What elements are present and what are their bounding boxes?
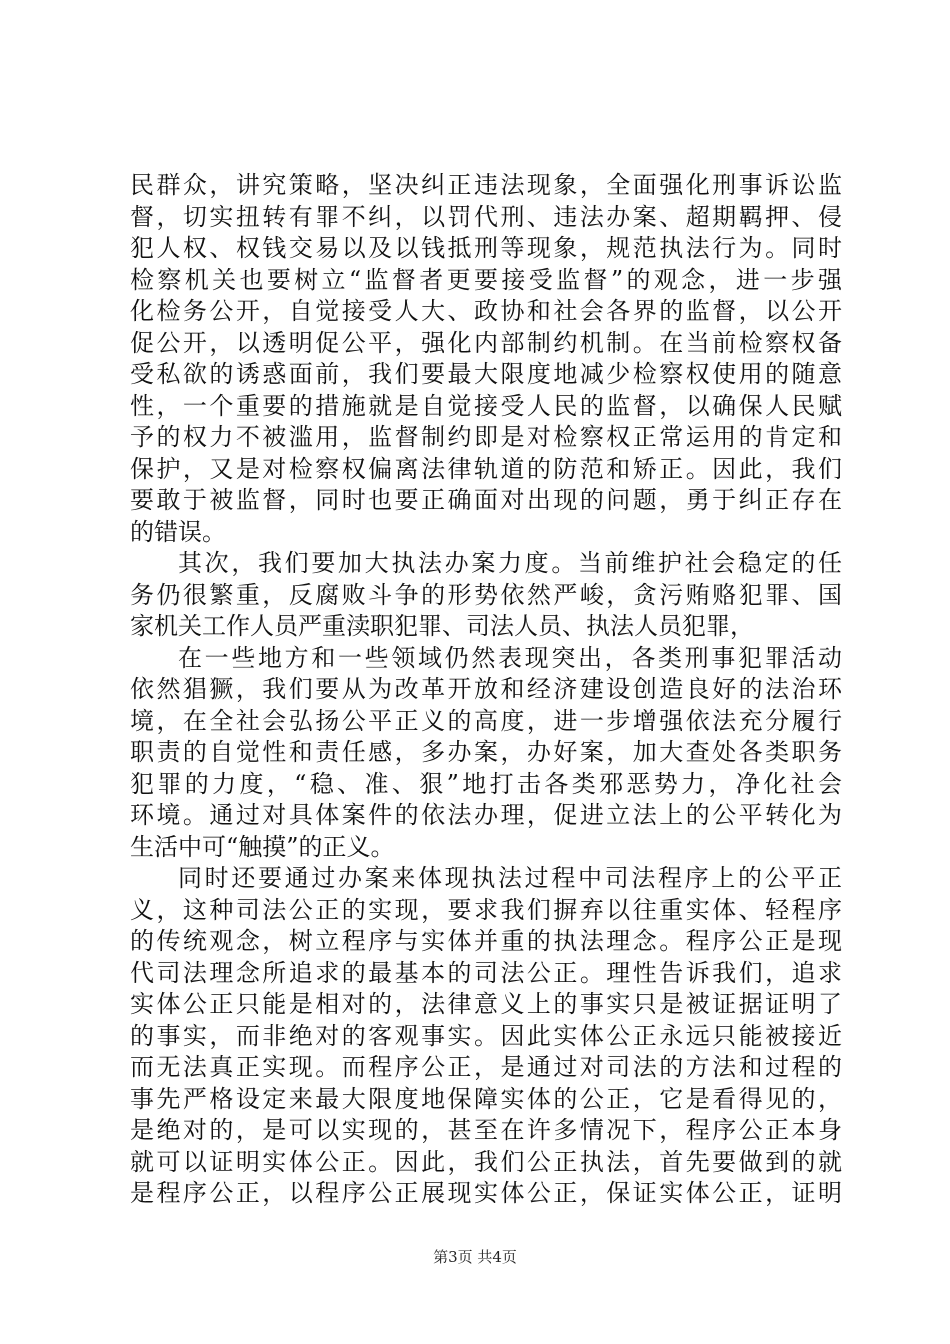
text-line: 促公开，以透明促公平，强化内部制约机制。在当前检察权备 xyxy=(130,328,842,357)
text-line: 性，一个重要的措施就是自觉接受人民的监督，以确保人民赋 xyxy=(130,391,842,420)
text-line: 家机关工作人员严重渎职犯罪、司法人员、执法人员犯罪， xyxy=(130,612,754,640)
text-line: 检察机关也要树立“监督者更要接受监督”的观念，进一步强 xyxy=(130,265,842,294)
text-line: 化检务公开，自觉接受人大、政协和社会各界的监督，以公开 xyxy=(130,297,842,325)
text-line: 依然猖獗，我们要从为改革开放和经济建设创造良好的法治环 xyxy=(130,675,842,703)
text-line: 生活中可“触摸”的正义。 xyxy=(130,832,395,861)
text-line: 事先严格设定来最大限度地保障实体的公正，它是看得见的， xyxy=(130,1084,842,1113)
text-line: 义，这种司法公正的实现，要求我们摒弃以往重实体、轻程序 xyxy=(130,895,842,924)
text-line: 是程序公正，以程序公正展现实体公正，保证实体公正，证明 xyxy=(130,1179,842,1207)
paragraph-first-line: 同时还要通过办案来体现执法过程中司法程序上的公平正 xyxy=(178,864,842,892)
text-line: 就可以证明实体公正。因此，我们公正执法，首先要做到的就 xyxy=(130,1147,842,1176)
text-line: 代司法理念所追求的最基本的司法公正。理性告诉我们，追求 xyxy=(130,958,842,987)
paragraph-first-line: 在一些地方和一些领域仍然表现突出，各类刑事犯罪活动 xyxy=(178,643,842,672)
text-line: 的传统观念，树立程序与实体并重的执法理念。程序公正是现 xyxy=(130,927,842,955)
text-line: 职责的自觉性和责任感，多办案，办好案，加大查处各类职务 xyxy=(130,738,842,766)
text-line: 务仍很繁重，反腐败斗争的形势依然严峻，贪污贿赂犯罪、国 xyxy=(130,580,842,609)
text-line: 保护，又是对检察权偏离法律轨道的防范和矫正。因此，我们 xyxy=(130,454,842,483)
text-line: 的错误。 xyxy=(130,517,226,546)
text-line: 环境。通过对具体案件的依法办理，促进立法上的公平转化为 xyxy=(130,801,842,829)
text-line: 民群众，讲究策略，坚决纠正违法现象，全面强化刑事诉讼监 xyxy=(130,171,842,199)
text-line: 犯罪的力度，“稳、准、狠”地打击各类邪恶势力，净化社会 xyxy=(130,769,842,798)
text-line: 予的权力不被滥用，监督制约即是对检察权正常运用的肯定和 xyxy=(130,423,842,451)
text-line: 受私欲的诱惑面前，我们要最大限度地减少检察权使用的随意 xyxy=(130,360,842,388)
text-line: 要敢于被监督，同时也要正确面对出现的问题，勇于纠正存在 xyxy=(130,486,842,514)
text-line: 而无法真正实现。而程序公正，是通过对司法的方法和过程的 xyxy=(130,1053,842,1081)
text-line: 实体公正只能是相对的，法律意义上的事实只是被证据证明了 xyxy=(130,990,842,1018)
text-line: 督，切实扭转有罪不纠，以罚代刑、违法办案、超期羁押、侵 xyxy=(130,202,842,231)
text-line: 是绝对的，是可以实现的，甚至在许多情况下，程序公正本身 xyxy=(130,1116,842,1144)
text-line: 境，在全社会弘扬公平正义的高度，进一步增强依法充分履行 xyxy=(130,706,842,735)
body-text xyxy=(130,170,842,1210)
page-number-footer: 第3页 共4页 xyxy=(433,1248,517,1266)
text-line: 犯人权、权钱交易以及以钱抵刑等现象，规范执法行为。同时 xyxy=(130,234,842,262)
text-line: 的事实，而非绝对的客观事实。因此实体公正永远只能被接近 xyxy=(130,1021,842,1050)
paragraph-first-line: 其次，我们要加大执法办案力度。当前维护社会稳定的任 xyxy=(178,549,842,577)
